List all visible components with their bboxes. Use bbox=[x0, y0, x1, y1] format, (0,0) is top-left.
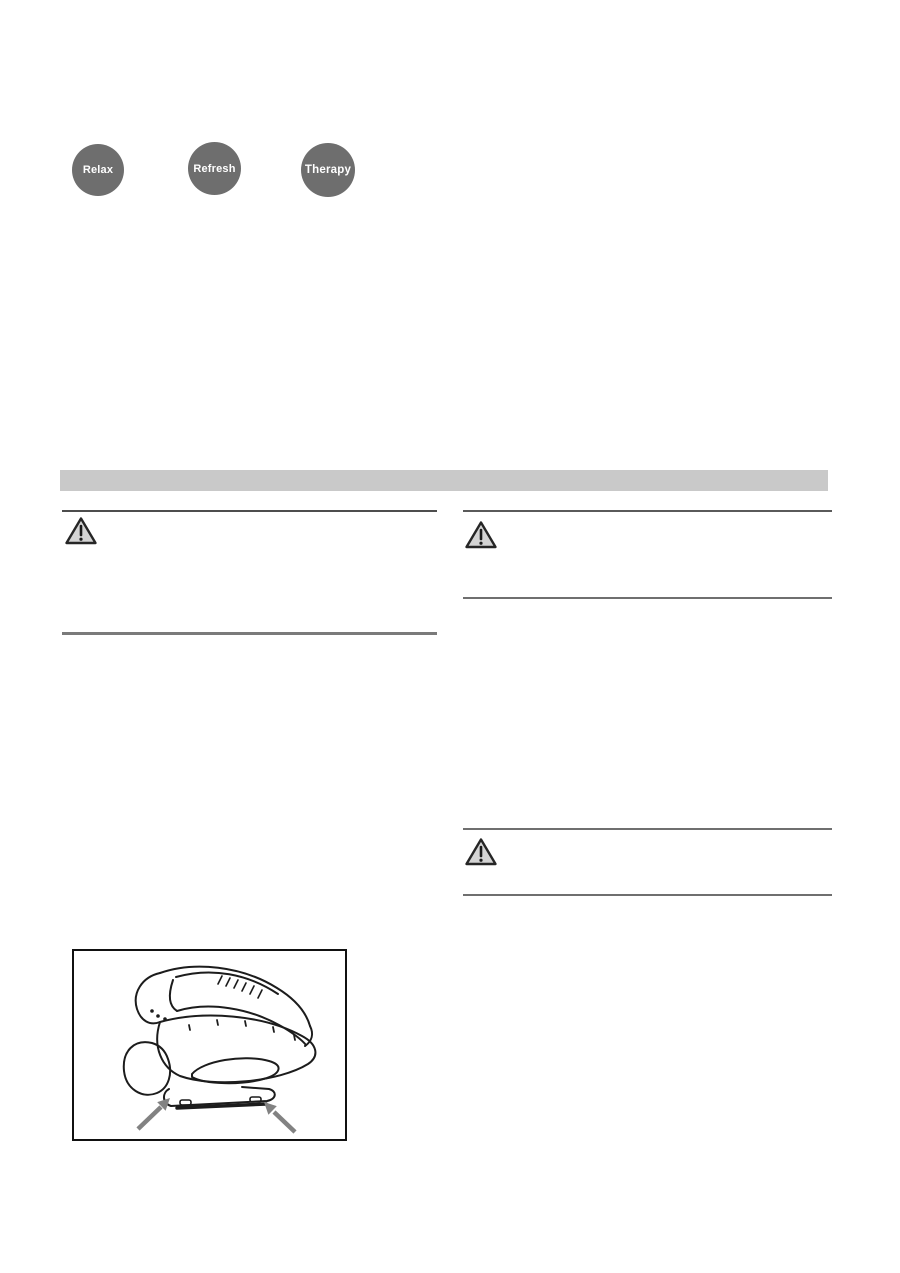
therapy-mode-circle-icon bbox=[301, 143, 355, 197]
divider bbox=[463, 510, 832, 512]
arrow-up-left-icon bbox=[264, 1102, 295, 1132]
figure-box bbox=[72, 949, 347, 1141]
divider bbox=[62, 510, 437, 512]
section-header-bar bbox=[60, 470, 828, 491]
divider bbox=[463, 828, 832, 830]
warning-triangle-icon bbox=[464, 837, 498, 867]
therapy-label: Therapy bbox=[304, 164, 352, 176]
relax-mode-circle-icon bbox=[72, 144, 124, 196]
refresh-label: Refresh bbox=[193, 162, 236, 175]
warning-triangle-icon bbox=[64, 516, 98, 546]
arrow-up-right-icon bbox=[138, 1098, 170, 1129]
divider bbox=[463, 597, 832, 599]
massage-chair-line-drawing bbox=[74, 951, 345, 1139]
divider bbox=[62, 632, 437, 635]
relax-label: Relax bbox=[82, 164, 114, 176]
refresh-mode-circle-icon bbox=[188, 142, 241, 195]
warning-triangle-icon bbox=[464, 520, 498, 550]
divider bbox=[463, 894, 832, 896]
